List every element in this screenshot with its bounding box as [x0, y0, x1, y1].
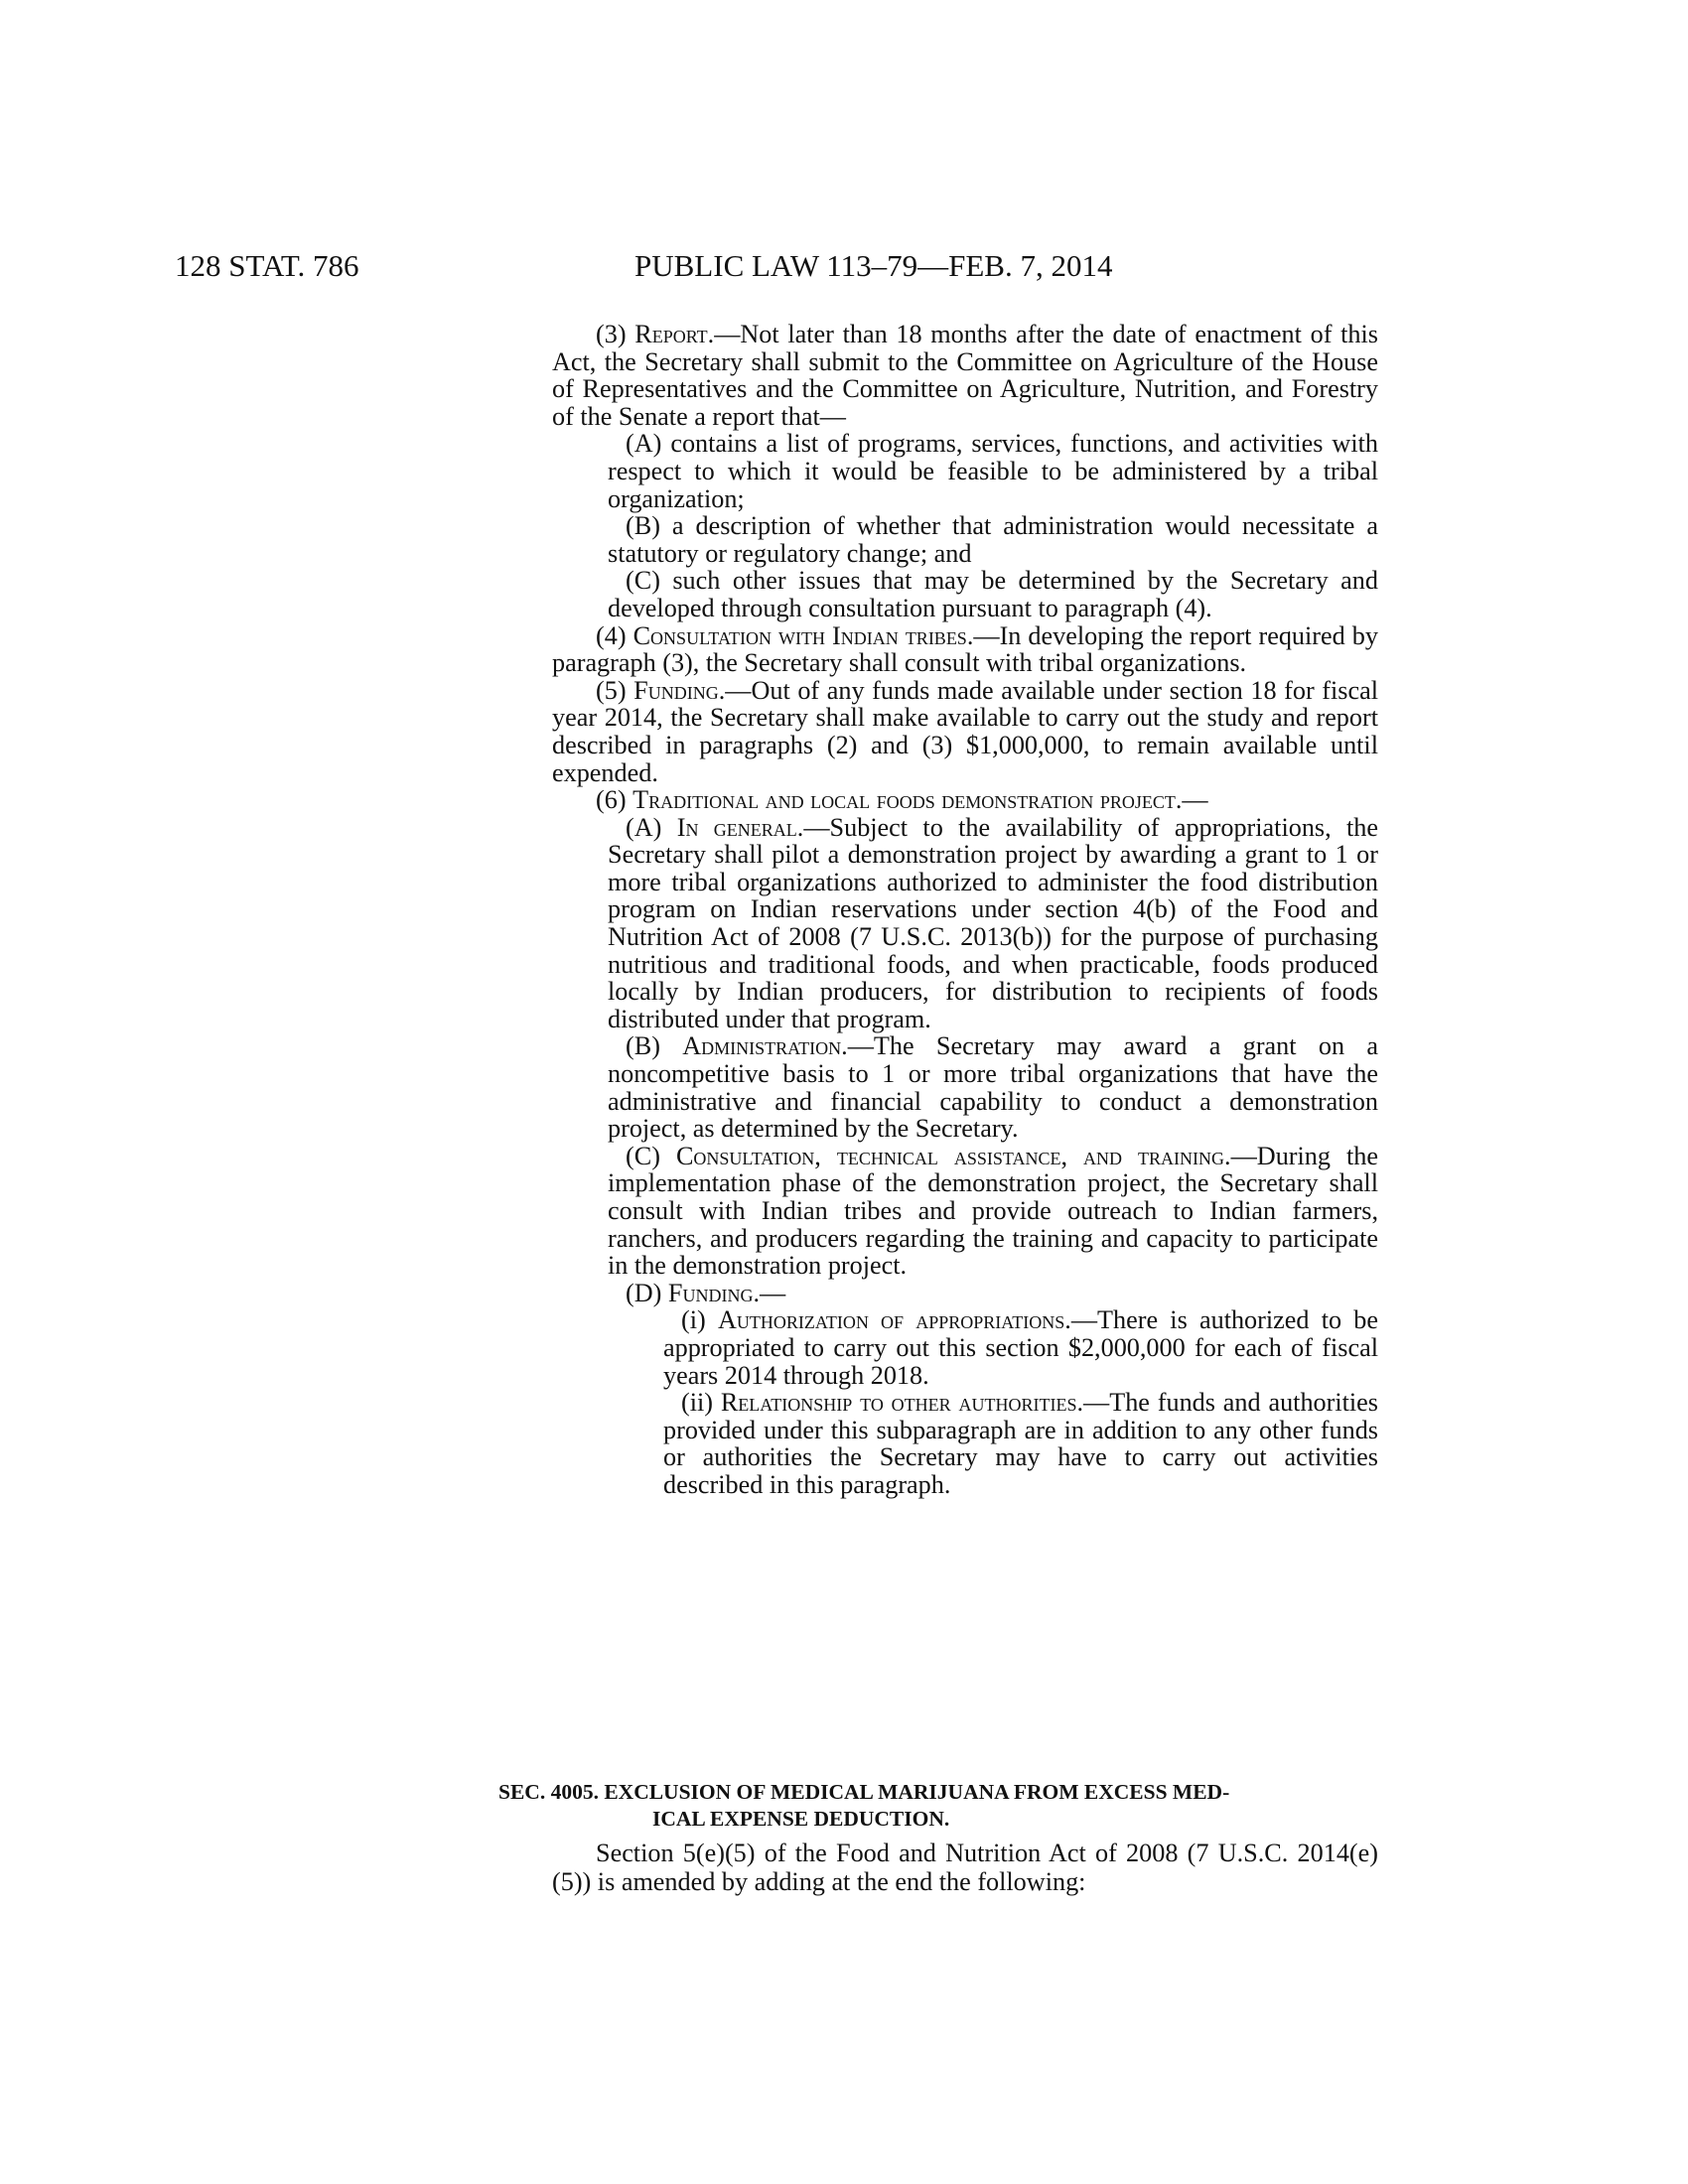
section-heading — [498, 1779, 1378, 1833]
page-header — [0, 248, 1688, 288]
paragraph-heading: Consultation with Indian tribes — [633, 620, 967, 650]
subparagraph-heading: Funding — [667, 1278, 754, 1307]
statute-body — [552, 321, 1378, 1499]
subparagraph-heading: Consultation, technical assistance, and training — [675, 1141, 1225, 1170]
subparagraph-3a: (A) contains a list of programs, services, functions, and activities with respect to which it would be feasible to be administered by a tribal organization; — [608, 429, 1378, 513]
paragraph-3: (3) Report.—Not later than 18 months after the date of enactment of this Act, the Secretary shall submit to the Committee on Agriculture of the House of Representatives and the Committee on Agriculture, Nutrition, and Forestry of the Senate a report that— — [552, 320, 1378, 431]
section-heading-line-1: SEC. 4005. EXCLUSION OF MEDICAL MARIJUANA FROM EXCESS MED- — [498, 1780, 1230, 1804]
paragraph-heading: Funding — [633, 675, 719, 705]
clause-heading: Relationship to other authorities — [720, 1388, 1077, 1418]
subparagraph-6a: (A) In general.—Subject to the availability of appropriations, the Secretary shall pilot a demonstration project by awarding a grant to 1 or more tribal organizations authorized to administer the food distribution program on Indian reservations under section 4(b) of the Food and Nutrition Act of 2008 (7 U.S.C. 2013(b)) for the purpose of purchasing nutritious and traditional foods, and when practicable, foods produced locally by Indian producers, for distribution to recipients of foods distributed under that program. — [608, 812, 1379, 1033]
section-text: Section 5(e)(5) of the Food and Nutrition Act of 2008 (7 U.S.C. 2014(e)(5)) is amended by adding at the end the following: — [552, 1839, 1378, 1896]
running-head: PUBLIC LAW 113–79—FEB. 7, 2014 — [634, 248, 1113, 283]
section-heading-line-2: ICAL EXPENSE DEDUCTION. — [652, 1807, 950, 1831]
paragraph-heading: Traditional and local foods demonstration project — [633, 785, 1176, 815]
subparagraph-3c: (C) such other issues that may be determined by the Secretary and developed through consultation pursuant to paragraph (4). — [608, 566, 1378, 622]
paragraph-heading: Report — [634, 320, 708, 348]
subparagraph-6b: (B) Administration.—The Secretary may award a grant on a noncompetitive basis to 1 or more tribal organizations that have the administrative and financial capability to conduct a demonstration project, as determined by the Secretary. — [608, 1031, 1378, 1144]
subparagraph-6d: (D) Funding.— — [626, 1278, 786, 1307]
section-body — [552, 1839, 1378, 1896]
subparagraph-heading: In general — [676, 812, 797, 842]
statute-reference: 128 STAT. 786 — [175, 248, 359, 283]
paragraph-4: (4) Consultation with Indian tribes.—In developing the report required by paragraph (3), the Secretary shall consult with tribal organizations. — [552, 620, 1378, 678]
clause-6d-i: (i) Authorization of appropriations.—There is authorized to be appropriated to carry out this section $2,000,000 for each of fiscal years 2014 through 2018. — [663, 1305, 1378, 1390]
subparagraph-3b: (B) a description of whether that administration would necessitate a statutory or regulatory change; and — [608, 511, 1378, 568]
subparagraph-heading: Administration — [682, 1031, 842, 1061]
clause-6d-ii: (ii) Relationship to other authorities.—The funds and authorities provided under this subparagraph are in addition to any other funds or authorities the Secretary may have to carry out activities described in this paragraph. — [663, 1388, 1378, 1499]
paragraph-6: (6) Traditional and local foods demonstration project.— — [596, 785, 1208, 815]
clause-heading: Authorization of appropriations — [717, 1305, 1065, 1335]
subparagraph-6c: (C) Consultation, technical assistance, and training.—During the implementation phase of the demonstration project, the Secretary shall consult with Indian tribes and provide outreach to Indian farmers, ranchers, and producers regarding the training and capacity to participate in the demonstration project. — [608, 1141, 1378, 1281]
paragraph-5: (5) Funding.—Out of any funds made available under section 18 for fiscal year 2014, the Secretary shall make available to carry out the study and report described in paragraphs (2) and (3) $1,000,000, to remain available until expended. — [552, 675, 1378, 787]
